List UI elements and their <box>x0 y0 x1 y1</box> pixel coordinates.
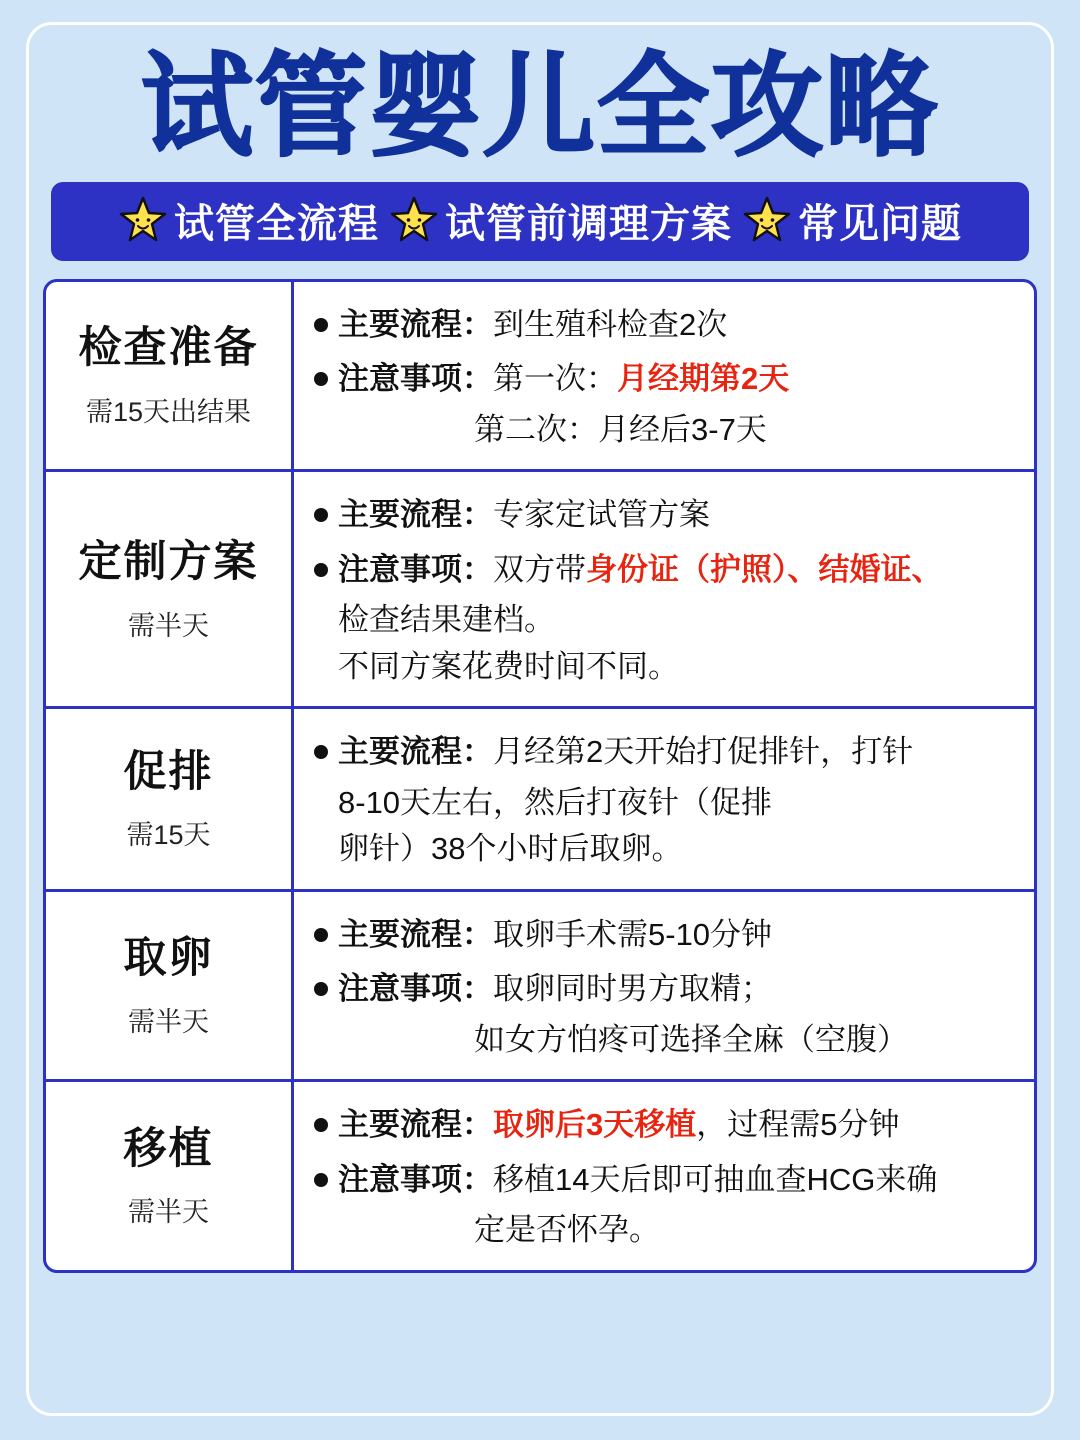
stage-name: 定制方案 <box>78 537 259 586</box>
stage-detail <box>294 709 1034 889</box>
stage-detail <box>294 282 1034 470</box>
bullet-icon <box>314 1118 328 1132</box>
detail-value-highlight: 取卵手术需5-10分钟 <box>493 916 773 952</box>
bullet-icon <box>314 318 328 332</box>
banner-chip-label: 常见问题 <box>798 201 962 246</box>
star-icon <box>118 195 168 245</box>
stage-cell <box>46 892 294 1080</box>
table-row <box>46 1082 1034 1270</box>
table-row <box>46 282 1034 473</box>
list-item <box>314 729 1020 776</box>
poster-frame <box>26 22 1054 1416</box>
stage-cell <box>46 472 294 706</box>
stage-duration: 需半天 <box>128 1197 209 1228</box>
detail-label: 注意事项： <box>338 361 493 397</box>
process-table <box>43 279 1037 1273</box>
bullet-icon <box>314 1173 328 1187</box>
stage-name: 移植 <box>123 1124 214 1173</box>
stage-cell <box>46 1082 294 1270</box>
stage-duration: 需半天 <box>128 610 209 641</box>
stage-duration: 需15天 <box>126 820 211 851</box>
detail-continuation-2: 卵针）38个小时后取卵。 <box>338 831 683 867</box>
detail-continuation: 如女方怕疼可选择全麻（空腹） <box>474 1021 908 1057</box>
bullet-icon <box>314 372 328 386</box>
stage-name: 促排 <box>123 747 214 796</box>
bullet-icon <box>314 508 328 522</box>
page-title: 试管婴儿全攻略 <box>141 44 939 169</box>
banner-chip-label: 试管前调理方案 <box>445 201 732 246</box>
star-icon <box>389 195 439 245</box>
bullet-icon <box>314 982 328 996</box>
list-item <box>314 547 1020 594</box>
detail-label: 注意事项： <box>338 551 493 587</box>
banner-chip-2 <box>389 192 732 249</box>
main-flow-rest: ，过程需5分钟 <box>696 1107 900 1143</box>
stage-name: 检查准备 <box>78 324 259 372</box>
detail-label: 注意事项： <box>338 971 493 1007</box>
stage-detail <box>294 1082 1034 1270</box>
detail-label: 主要流程： <box>338 734 493 770</box>
stage-name: 取卵 <box>123 934 214 982</box>
detail-continuation <box>314 597 1020 644</box>
notes-highlight: 月经期第2天 <box>617 361 790 397</box>
topic-banner <box>51 182 1029 261</box>
stage-cell <box>46 282 294 470</box>
detail-value: 移植14天后即可抽血查HCG来确 <box>493 1161 938 1197</box>
detail-label: 主要流程： <box>338 306 493 342</box>
table-row <box>46 709 1034 892</box>
detail-value: 月经第2天开始打促排针，打针 <box>493 734 914 770</box>
list-item <box>314 912 1020 959</box>
detail-label: 主要流程： <box>338 497 493 533</box>
list-item <box>314 356 1020 403</box>
bullet-icon <box>314 563 328 577</box>
detail-continuation-2: 不同方案花费时间不同。 <box>338 648 679 684</box>
list-item <box>314 302 1020 349</box>
table-row <box>46 472 1034 709</box>
notes-highlight: 身份证（护照）、结婚证、 <box>586 551 943 587</box>
stage-detail <box>294 892 1034 1080</box>
detail-value <box>493 1102 900 1149</box>
stage-duration: 需15天出结果 <box>85 396 252 427</box>
detail-continuation: 定是否怀孕。 <box>474 1212 660 1248</box>
detail-label: 主要流程： <box>338 916 493 952</box>
list-item <box>314 966 1020 1013</box>
list-item <box>314 1102 1020 1149</box>
banner-chip-3 <box>742 192 962 249</box>
detail-value: 专家定试管方案 <box>493 497 710 533</box>
main-flow-highlight: 取卵后3天移植 <box>493 1107 697 1143</box>
notes-suffix: 建档。 <box>462 602 555 638</box>
detail-value: 到生殖科检查2次 <box>493 306 728 342</box>
list-item <box>314 1157 1020 1204</box>
stage-cell <box>46 709 294 889</box>
bullet-icon <box>314 928 328 942</box>
notes-prefix: 第一次： <box>493 361 617 397</box>
bullet-icon <box>314 745 328 759</box>
detail-label: 注意事项： <box>338 1161 493 1197</box>
list-item <box>314 492 1020 539</box>
notes-highlight-2: 检查结果 <box>338 602 462 638</box>
table-row <box>46 892 1034 1083</box>
detail-value <box>493 356 789 403</box>
stage-duration: 需半天 <box>128 1006 209 1037</box>
notes-prefix-2: 第二次： <box>474 411 598 447</box>
notes-highlight-2: 月经后3-7天 <box>598 411 767 447</box>
detail-value: 取卵同时男方取精； <box>493 971 772 1007</box>
banner-chip-label: 试管全流程 <box>174 201 379 246</box>
star-icon <box>742 195 792 245</box>
detail-continuation: 8-10天左右，然后打夜针（促排 <box>338 784 773 820</box>
stage-detail <box>294 472 1034 706</box>
detail-continuation <box>314 407 1020 454</box>
banner-chip-1 <box>118 192 379 249</box>
detail-value <box>493 547 943 594</box>
detail-label: 主要流程： <box>338 1107 493 1143</box>
notes-prefix: 双方带 <box>493 551 586 587</box>
